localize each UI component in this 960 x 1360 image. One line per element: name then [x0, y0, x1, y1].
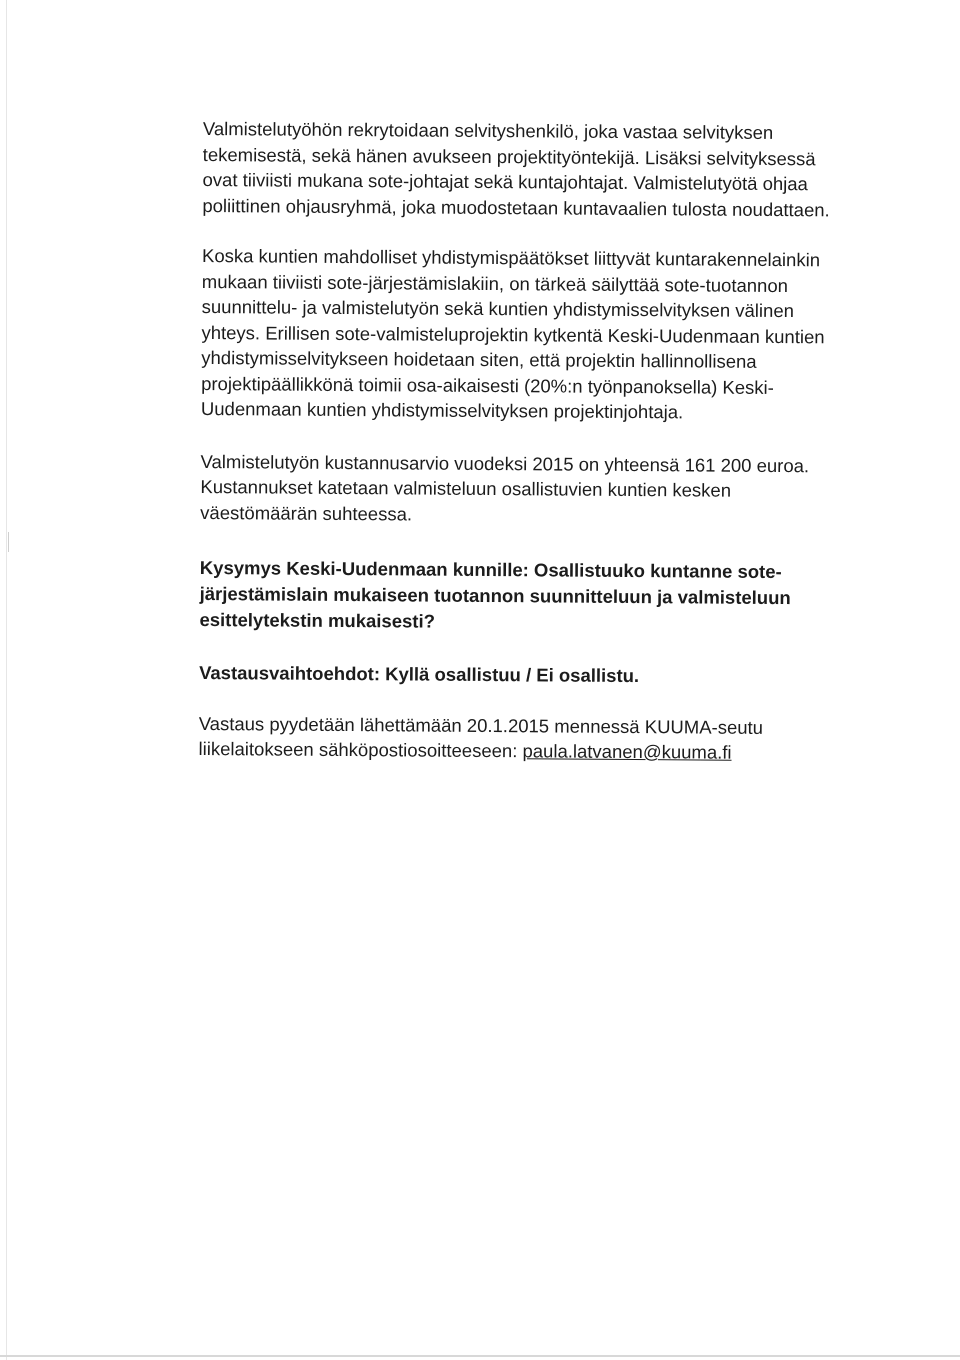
question-line: Kysymys Keski-Uudenmaan kunnille: Osallistuuko kuntanne sote-: [199, 556, 782, 583]
paragraph-recruitment: [202, 116, 863, 223]
email-link[interactable]: paula.latvanen@kuuma.fi: [522, 740, 732, 763]
question-line: esittelytekstin mukaisesti?: [199, 608, 436, 632]
text-line: suunnittelu- ja valmistelutyön sekä kuntien yhdistymisselvityksen välinen: [201, 295, 795, 322]
text-line: ovat tiiviisti mukana sote-johtajat sekä kuntajohtajat. Valmistelutyötä ohjaa: [202, 168, 808, 195]
scan-mark: [8, 532, 9, 552]
answer-options: [199, 660, 859, 690]
text-line: projektipäällikkönä toimii osa-aikaisesti (20%:n työnpanoksella) Keski-: [201, 372, 774, 398]
document-body: [198, 116, 862, 766]
text-line: Uudenmaan kuntien yhdistymisselvityksen projektinjohtaja.: [200, 397, 684, 423]
response-instructions: [198, 710, 858, 766]
scan-left-edge: [6, 0, 7, 1360]
text-line: mukaan tiiviisti sote-järjestämislakiin, on tärkeä säilyttää sote-tuotannon: [201, 270, 789, 296]
response-prefix: liikelaitokseen sähköpostiosoitteeseen:: [198, 737, 523, 762]
text-line: yhteys. Erillisen sote-valmisteluprojektin kytkentä Keski-Uudenmaan kuntien: [201, 321, 825, 347]
text-line: yhdistymisselvitykseen hoidetaan siten, että projektin hallinnollisena: [201, 346, 757, 372]
question-line: järjestämislain mukaiseen tuotannon suunnitteluun ja valmisteluun: [199, 582, 791, 609]
response-line: [198, 736, 858, 766]
response-line: Vastaus pyydetään lähettämään 20.1.2015 mennessä KUUMA-seutu: [198, 712, 764, 738]
text-line: väestömäärän suhteessa.: [200, 501, 413, 524]
paragraph-cost-estimate: [200, 448, 861, 529]
text-line: poliittinen ohjausryhmä, joka muodostetaan kuntavaalien tulosta noudattaen.: [202, 194, 830, 220]
text-line: tekemisestä, sekä hänen avukseen projektityöntekijä. Lisäksi selvityksessä: [202, 143, 816, 169]
paragraph-merger-link: [201, 243, 862, 426]
text-line: Kustannukset katetaan valmisteluun osallistuvien kuntien kesken: [200, 475, 732, 501]
scan-bottom-edge: [0, 1355, 960, 1357]
text-line: Valmistelutyöhön rekrytoidaan selvityshenkilö, joka vastaa selvityksen: [202, 117, 774, 143]
text-line: Koska kuntien mahdolliset yhdistymispäätökset liittyvät kuntarakennelainkin: [201, 244, 821, 271]
text-line: Valmistelutyön kustannusarvio vuodeksi 2015 on yhteensä 161 200 euroa.: [200, 450, 810, 476]
question-to-municipalities: [199, 555, 860, 638]
answer-options-text: Vastausvaihtoehdot: Kyllä osallistuu / Ei osallistu.: [199, 661, 640, 687]
